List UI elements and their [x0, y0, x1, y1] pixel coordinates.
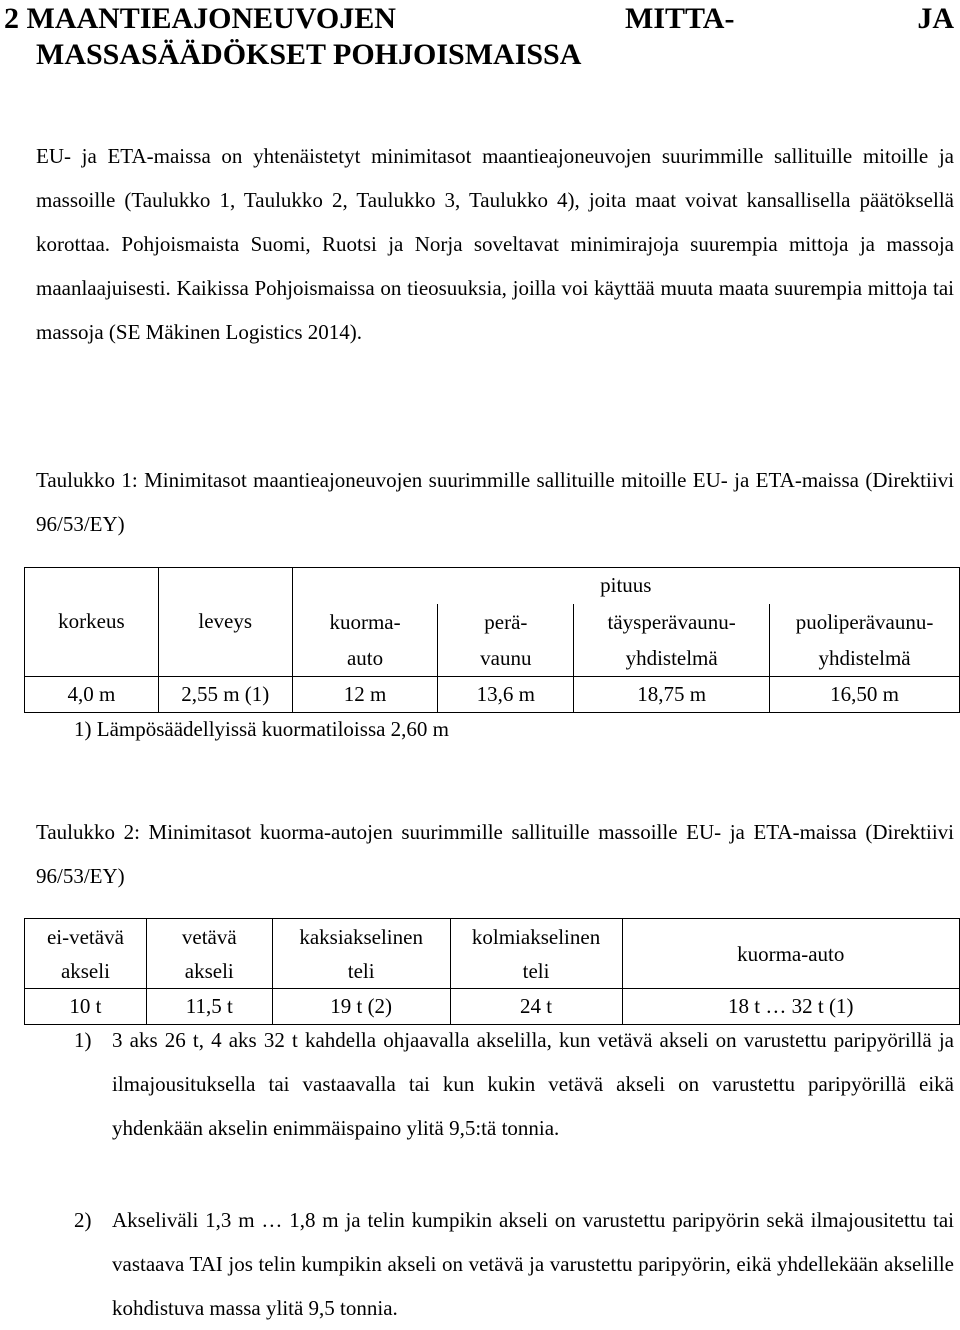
value-ei-vetava-akseli: 10 t: [25, 989, 147, 1025]
footnote-1: [74, 1018, 954, 1150]
value-taysperavaunu: 18,75 m: [574, 676, 770, 712]
value-peravaunu: 13,6 m: [438, 676, 574, 712]
header-vetava-akseli: vetävä akseli: [146, 919, 272, 989]
intro-paragraph: EU- ja ETA-maissa on yhtenäistetyt minimitasot maantieajoneuvojen suurimmille sallituille mitoille ja massoille (Taulukko 1, Taulukko 2, Taulukko 3, Taulukko 4), joita maat voivat kansallisella päätöksellä korottaa. Pohjoismaista Suomi, Ruotsi ja Norja soveltavat minimirajoja suurempia mittoja ja massoja maanlaajuisesti. Kaikissa Pohjoismaissa on tieosuuksia, joilla voi käyttää muuta maata suurempia mittoja tai massoja (SE Mäkinen Logistics 2014).: [36, 144, 954, 344]
heading-part-1: 2 MAANTIEAJONEUVOJEN: [4, 2, 396, 35]
table1-note: 1) Lämpösäädellyissä kuormatiloissa 2,60 m: [74, 717, 450, 741]
heading-part-3: JA: [917, 2, 954, 35]
header-ei-vetava-akseli: ei-vetävä akseli: [25, 919, 147, 989]
header-pituus: pituus: [292, 568, 959, 604]
value-vetava-akseli: 11,5 t: [146, 989, 272, 1025]
table1-caption: Taulukko 1: Minimitasot maantieajoneuvojen suurimmille sallituille mitoille EU- ja ETA-maissa (Direktiivi 96/53/EY): [36, 468, 954, 536]
header-leveys: leveys: [158, 568, 292, 677]
table2: [24, 918, 960, 1025]
value-kaksiakselinen-teli: 19 t (2): [272, 989, 450, 1025]
table1: [24, 567, 960, 713]
value-kolmiakselinen-teli: 24 t: [450, 989, 622, 1025]
header-kolmiakselinen-teli: kolmiakselinen teli: [450, 919, 622, 989]
header-peravaunu: perä- vaunu: [438, 604, 574, 677]
header-taysperavaunu: täysperävaunu- yhdistelmä: [574, 604, 770, 677]
value-korkeus: 4,0 m: [25, 676, 159, 712]
footnote-2-text: Akseliväli 1,3 m … 1,8 m ja telin kumpikin akseli on varustettu paripyörin sekä ilmajousitettu tai vastaava TAI jos telin kumpikin akseli on vetävä ja varustettu paripyörin, eikä yhdellekään akselille kohdistuva massa ylitä 9,5 tonnia.: [112, 1208, 954, 1320]
header-korkeus: korkeus: [25, 568, 159, 677]
header-kuorma-auto: kuorma- auto: [292, 604, 438, 677]
footnote-1-text: 3 aks 26 t, 4 aks 32 t kahdella ohjaavalla akselilla, kun vetävä akseli on varustettu paripyörillä ja ilmajousituksella tai vastaavalla tai kun kukin vetävä akseli on varustettu paripyörillä eikä yhdenkään akselin enimmäispaino ylitä 9,5:tä tonnia.: [112, 1028, 954, 1140]
header-puoliperavaunu: puoliperävaunu- yhdistelmä: [770, 604, 960, 677]
header-kuorma-auto: kuorma-auto: [622, 919, 960, 989]
value-kuorma-auto: 18 t … 32 t (1): [622, 989, 960, 1025]
header-kaksiakselinen-teli: kaksiakselinen teli: [272, 919, 450, 989]
value-leveys: 2,55 m (1): [158, 676, 292, 712]
table2-caption: Taulukko 2: Minimitasot kuorma-autojen suurimmille sallituille massoille EU- ja ETA-maissa (Direktiivi 96/53/EY): [36, 820, 954, 888]
heading-part-2: MITTA-: [625, 2, 735, 35]
footnote-2-number: 2): [74, 1208, 92, 1232]
value-puoliperavaunu: 16,50 m: [770, 676, 960, 712]
footnote-1-number: 1): [74, 1028, 92, 1052]
value-kuorma-auto: 12 m: [292, 676, 438, 712]
heading-line-2: MASSASÄÄDÖKSET POHJOISMAISSA: [36, 38, 582, 71]
footnote-2: [74, 1198, 954, 1330]
